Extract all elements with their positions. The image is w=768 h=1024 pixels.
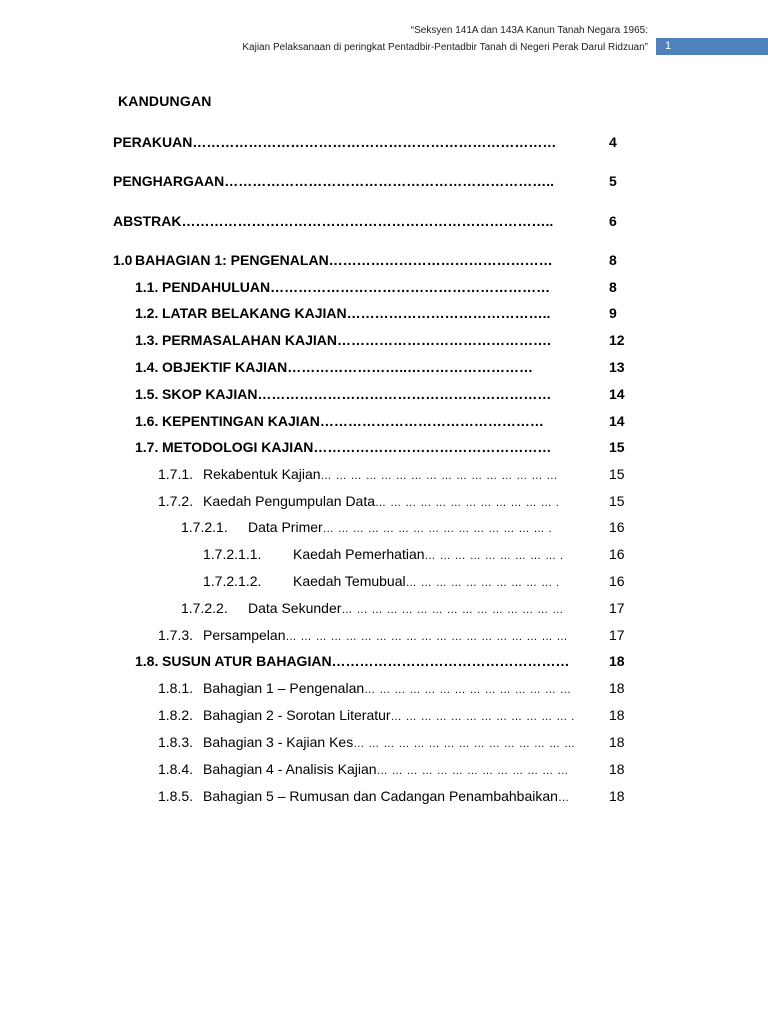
toc-heading: KANDUNGAN (118, 93, 212, 109)
toc-entry[interactable] (0, 250, 768, 270)
leader-dots: … … … … … … … … … … … … … (376, 765, 569, 777)
toc-entry-title: Data Primer… … … … … … … … … … … … … … … . (248, 519, 553, 535)
toc-entry-title: Bahagian 2 - Sorotan Literatur… … … … … … … … … … … … . (203, 707, 575, 723)
toc-entry-page: 18 (609, 734, 625, 750)
toc-entry[interactable] (0, 705, 768, 725)
toc-entry-number: 1.7.3. (158, 627, 194, 643)
toc-entry-page: 17 (609, 627, 625, 643)
toc-entry-page: 18 (609, 788, 625, 804)
toc-entry[interactable] (0, 411, 768, 431)
toc-entry-number: 1.5. (135, 386, 159, 402)
leader-dots: … … … … … … … … … . (424, 550, 564, 562)
toc-entry-page: 18 (609, 761, 625, 777)
toc-entry-title: SUSUN ATUR BAHAGIAN…………………………………………… (162, 653, 570, 669)
toc-entry-title: LATAR BELAKANG KAJIAN…………………………………….. (162, 305, 551, 321)
leader-dots: … … … … … … … … … … … … … … (364, 684, 572, 696)
toc-entry-page: 15 (609, 439, 625, 455)
toc-entry-number: 1.7. (135, 439, 159, 455)
toc-entry-page: 15 (609, 466, 625, 482)
toc-entry-page: 14 (609, 413, 625, 429)
toc-entry-number: 1.8.4. (158, 761, 194, 777)
toc-entry-title: PERMASALAHAN KAJIAN………………………………………. (162, 332, 551, 348)
toc-entry-page: 15 (609, 493, 625, 509)
leader-dots: … … … … … … … … … … … … … … … (341, 604, 564, 616)
toc-entry-title: PENGHARGAAN…………………………………………………………….. (113, 173, 555, 189)
toc-entry-page: 17 (609, 600, 625, 616)
toc-entry-page: 5 (609, 173, 617, 189)
toc-entry[interactable] (0, 303, 768, 323)
running-header-line-2: Kajian Pelaksanaan di peringkat Pentadbir-Pentadbir Tanah di Negeri Perak Darul Ridzuan” (242, 42, 648, 53)
toc-entry[interactable] (0, 132, 768, 152)
toc-entry-title: Kaedah Pemerhatian… … … … … … … … … . (293, 546, 564, 562)
toc-entry-title: Bahagian 5 – Rumusan dan Cadangan Penambahbaikan… (203, 788, 570, 804)
toc-entry-title: Kaedah Pengumpulan Data… … … … … … … … … … … … . (203, 493, 560, 509)
toc-entry-title: KEPENTINGAN KAJIAN………………………………………… (162, 413, 544, 429)
toc-entry[interactable] (0, 330, 768, 350)
leader-dots: … … … … … … … … … … … … … … … … (320, 470, 558, 482)
toc-entry-number: 1.8.3. (158, 734, 194, 750)
toc-entry-page: 18 (609, 680, 625, 696)
toc-entry-number: 1.7.2.2. (181, 600, 228, 616)
running-header-line-1: “Seksyen 141A dan 143A Kanun Tanah Negara 1965: (410, 25, 648, 36)
toc-entry-number: 1.8.5. (158, 788, 194, 804)
toc-entry[interactable] (0, 384, 768, 404)
toc-entry-page: 8 (609, 279, 617, 295)
toc-entry[interactable] (0, 437, 768, 457)
leader-dots: … (557, 792, 570, 804)
toc-entry-number: 1.7.2.1.1. (203, 546, 262, 562)
toc-entry-page: 9 (609, 305, 617, 321)
toc-entry[interactable] (0, 277, 768, 297)
toc-entry[interactable] (0, 517, 768, 537)
toc-entry[interactable] (0, 544, 768, 564)
toc-entry-title: OBJEKTIF KAJIAN……………………..……………………… (162, 359, 534, 375)
toc-entry-title: Bahagian 1 – Pengenalan… … … … … … … … … … … … … … (203, 680, 572, 696)
leader-dots: … … … … … … … … … … … … … … … … … … … (285, 631, 569, 643)
toc-entry-title: Persampelan… … … … … … … … … … … … … … … … … … … (203, 627, 569, 643)
toc-entry-title: PERAKUAN…………………………………………………………………… (113, 134, 557, 150)
page-number-badge (656, 38, 768, 55)
toc-entry-number: 1.0 (113, 252, 133, 268)
toc-entry-number: 1.7.2.1. (181, 519, 228, 535)
toc-entry[interactable] (0, 598, 768, 618)
toc-entry-page: 14 (609, 386, 625, 402)
toc-entry-page: 13 (609, 359, 625, 375)
toc-entry[interactable] (0, 625, 768, 645)
toc-entry-number: 1.8. (135, 653, 159, 669)
toc-entry-number: 1.3. (135, 332, 159, 348)
toc-entry[interactable] (0, 171, 768, 191)
toc-entry-number: 1.7.2.1.2. (203, 573, 262, 589)
toc-entry[interactable] (0, 571, 768, 591)
leader-dots: … … … … … … … … … … … … … … … (353, 738, 576, 750)
toc-entry-title: Bahagian 4 - Analisis Kajian… … … … … … … … … … … … … (203, 761, 569, 777)
toc-entry[interactable] (0, 651, 768, 671)
toc-entry-number: 1.8.2. (158, 707, 194, 723)
toc-entry[interactable] (0, 357, 768, 377)
toc-entry-page: 16 (609, 519, 625, 535)
toc-entry-title: SKOP KAJIAN……………………………………………………… (162, 386, 552, 402)
toc-entry-title: BAHAGIAN 1: PENGENALAN………………………………………… (135, 252, 553, 268)
leader-dots: … … … … … … … … … … . (405, 577, 560, 589)
toc-entry-page: 4 (609, 134, 617, 150)
toc-entry-number: 1.7.1. (158, 466, 194, 482)
toc-entry-page: 18 (609, 707, 625, 723)
toc-entry[interactable] (0, 759, 768, 779)
toc-entry-title: Data Sekunder… … … … … … … … … … … … … … … (248, 600, 564, 616)
leader-dots: … … … … … … … … … … … … . (375, 497, 560, 509)
toc-entry-number: 1.4. (135, 359, 159, 375)
toc-entry-page: 6 (609, 213, 617, 229)
toc-entry-page: 16 (609, 546, 625, 562)
toc-entry-number: 1.1. (135, 279, 159, 295)
toc-entry[interactable] (0, 678, 768, 698)
toc-entry-page: 12 (609, 332, 625, 348)
toc-entry[interactable] (0, 464, 768, 484)
toc-entry-number: 1.7.2. (158, 493, 194, 509)
toc-entry-number: 1.6. (135, 413, 159, 429)
toc-entry-page: 18 (609, 653, 625, 669)
toc-entry[interactable] (0, 732, 768, 752)
toc-entry-number: 1.8.1. (158, 680, 194, 696)
toc-entry[interactable] (0, 786, 768, 806)
toc-entry-title: Bahagian 3 - Kajian Kes… … … … … … … … … … … … … … … (203, 734, 576, 750)
toc-entry[interactable] (0, 211, 768, 231)
toc-entry-title: METODOLOGI KAJIAN…………………………………………… (162, 439, 552, 455)
leader-dots: … … … … … … … … … … … … … … … . (322, 523, 553, 535)
toc-entry-title: PENDAHULUAN…………………………………………………… (162, 279, 551, 295)
toc-entry-title: Rekabentuk Kajian… … … … … … … … … … … … … … … … (203, 466, 558, 482)
page-number: 1 (665, 40, 672, 52)
toc-entry-page: 16 (609, 573, 625, 589)
toc-entry-title: ABSTRAK…………………………………………………………………….. (113, 213, 554, 229)
toc-entry-number: 1.2. (135, 305, 159, 321)
leader-dots: … … … … … … … … … … … … . (390, 711, 575, 723)
toc-entry-title: Kaedah Temubual… … … … … … … … … … . (293, 573, 560, 589)
toc-entry[interactable] (0, 491, 768, 511)
toc-entry-page: 8 (609, 252, 617, 268)
